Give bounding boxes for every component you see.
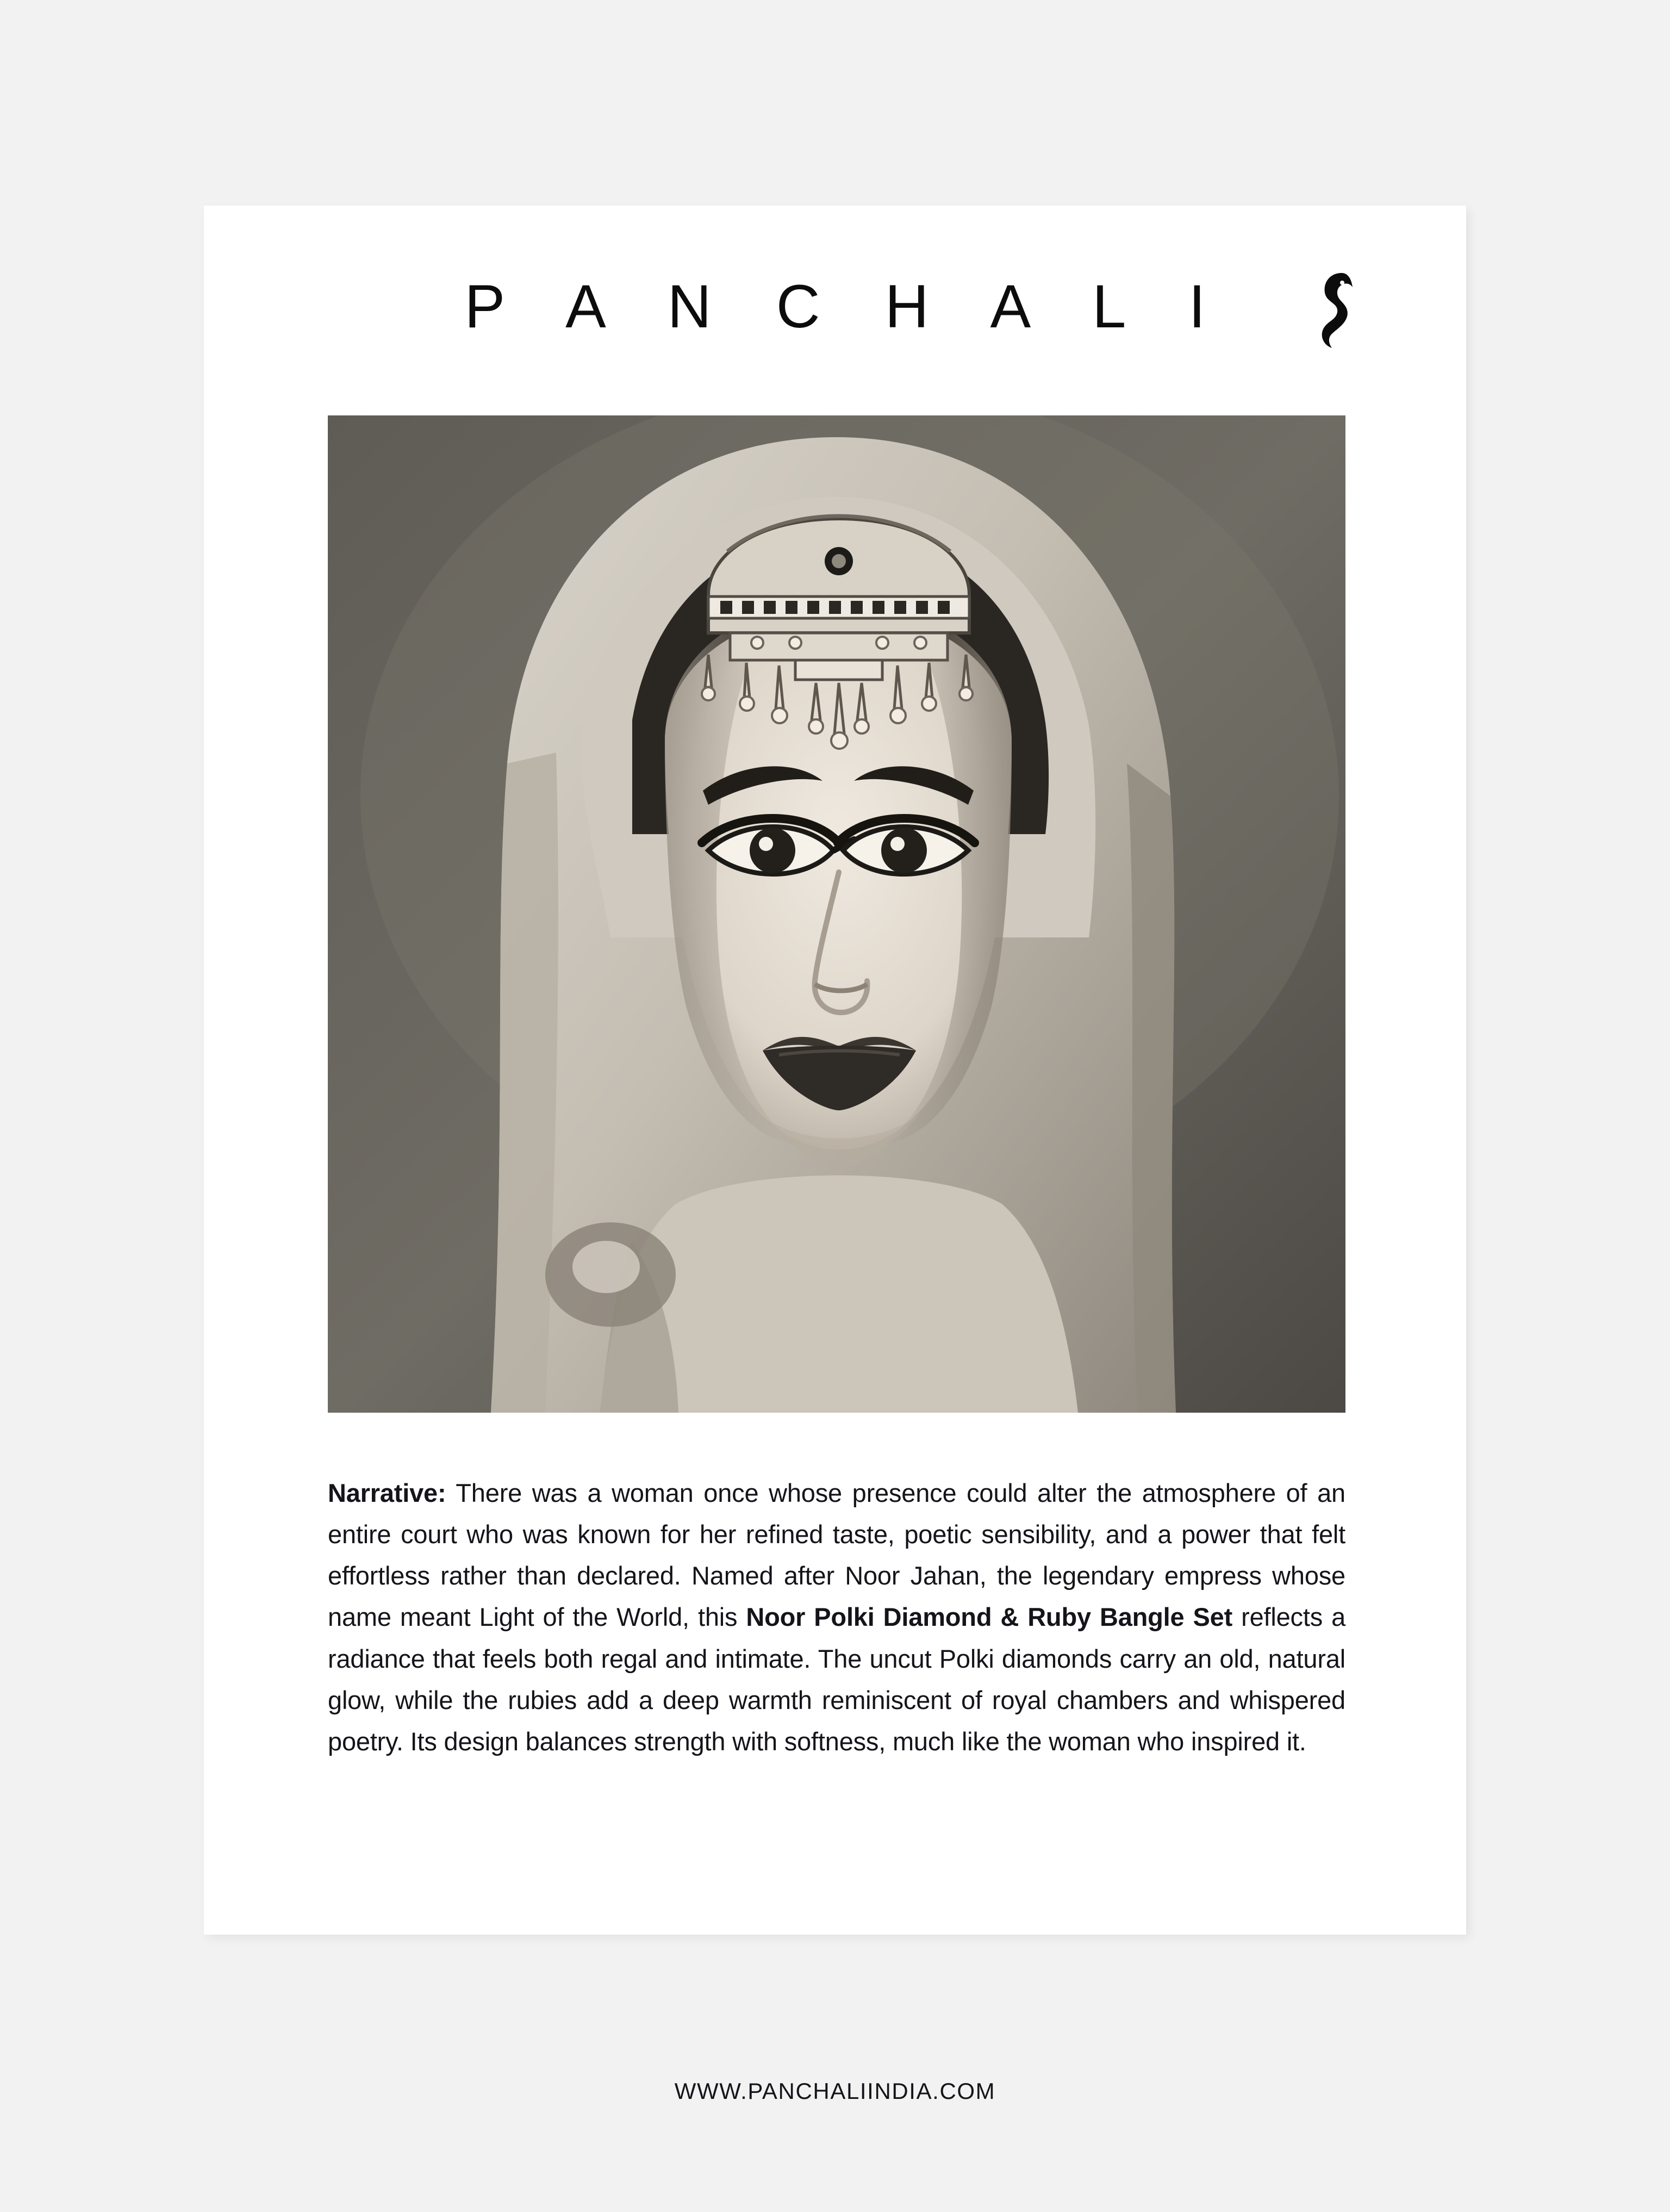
narrative-paragraph [328, 1472, 1345, 1762]
poster-card [204, 206, 1466, 1935]
narrative-text-part-2: reflects a radiance that feels both regal and intimate. The uncut Polki diamonds carry an old, natural glow, while the rubies add a deep warmth reminiscent of royal chambers and whispered poetry. Its design balances strength with softness, much like the woman who inspired it. [328, 1602, 1346, 1756]
product-name: Noor Polki Diamond & Ruby Bangle Set [746, 1602, 1233, 1632]
narrative-text-part-1: There was a woman once whose presence could alter the atmosphere of an entire court who was known for her refined taste, poetic sensibility, and a power that felt effortless rather than declared. Named after Noor Jahan, the legendary empress whose name meant Light of the World, this [328, 1478, 1345, 1632]
brand-wordmark [204, 272, 1466, 340]
brand-wordmark-text: P A N C H A L I [464, 272, 1230, 340]
narrative-label: Narrative: [328, 1478, 446, 1507]
hero-portrait-image [328, 415, 1345, 1413]
seahorse-logo-mark-icon [1310, 270, 1359, 351]
footer-website-url[interactable]: WWW.PANCHALIINDIA.COM [674, 2078, 996, 2104]
